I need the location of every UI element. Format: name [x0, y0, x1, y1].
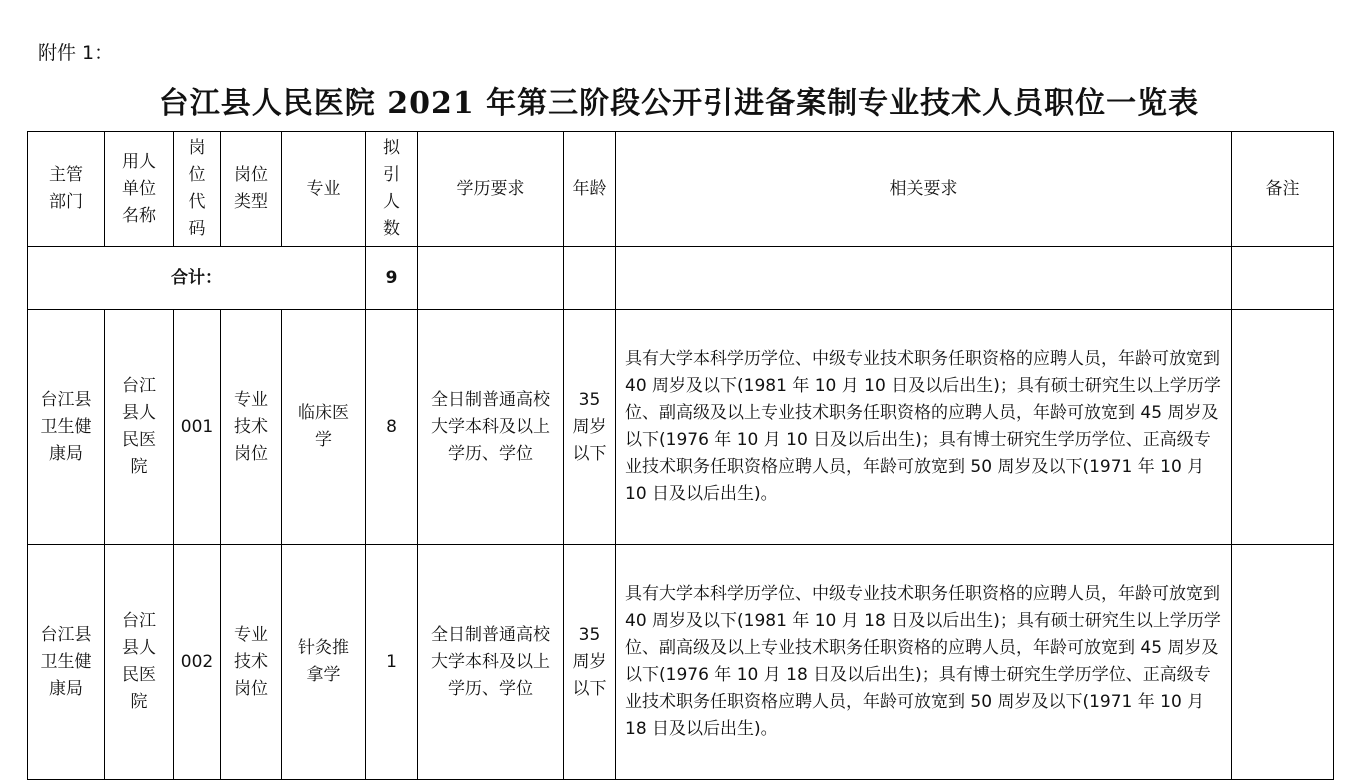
cell-major: 临床医学 — [282, 310, 366, 545]
total-empty-remarks — [1232, 247, 1334, 310]
cell-dept: 台江县卫生健康局 — [28, 545, 105, 780]
attachment-label: 附件 1： — [38, 42, 114, 64]
header-dept: 主管部门 — [28, 132, 105, 247]
cell-code: 001 — [174, 310, 221, 545]
header-unit: 用人单位名称 — [105, 132, 174, 247]
cell-requirements: 具有大学本科学历学位、中级专业技术职务任职资格的应聘人员，年龄可放宽到 40 周岁及以下(1981 年 10 月 18 日及以后出生)；具有硕士研究生以上学历学位、副高级及以上专业技术职务任职资格的应聘人员，年龄可放宽到 45 周岁及以下(1976 年 10 月 18 日及以后出生)；具有博士研究生学历学位、正高级专业技术职务任职资格应聘人员，年龄可放宽到 50 周岁及以下(1971 年 10 月 18 日及以后出生)。 — [616, 545, 1232, 780]
page-title: 台江县人民医院 2021 年第三阶段公开引进备案制专业技术人员职位一览表 — [158, 86, 1200, 121]
cell-major: 针灸推拿学 — [282, 545, 366, 780]
cell-count: 1 — [366, 545, 418, 780]
total-label: 合计： — [28, 247, 366, 310]
header-education: 学历要求 — [418, 132, 564, 247]
total-row — [28, 247, 1334, 310]
header-remarks: 备注 — [1232, 132, 1334, 247]
header-type: 岗位类型 — [221, 132, 282, 247]
header-major: 专业 — [282, 132, 366, 247]
cell-age: 35周岁以下 — [564, 310, 616, 545]
cell-unit: 台江县人民医院 — [105, 310, 174, 545]
cell-type: 专业技术岗位 — [221, 545, 282, 780]
cell-code: 002 — [174, 545, 221, 780]
cell-remarks — [1232, 545, 1334, 780]
cell-count: 8 — [366, 310, 418, 545]
table-row — [28, 310, 1334, 545]
table-row — [28, 545, 1334, 780]
cell-unit: 台江县人民医院 — [105, 545, 174, 780]
header-count: 拟引人数 — [366, 132, 418, 247]
cell-education: 全日制普通高校大学本科及以上学历、学位 — [418, 545, 564, 780]
total-empty-age — [564, 247, 616, 310]
cell-education: 全日制普通高校大学本科及以上学历、学位 — [418, 310, 564, 545]
total-empty-education — [418, 247, 564, 310]
header-requirements: 相关要求 — [616, 132, 1232, 247]
table-header-row — [28, 132, 1334, 247]
cell-requirements: 具有大学本科学历学位、中级专业技术职务任职资格的应聘人员，年龄可放宽到 40 周岁及以下(1981 年 10 月 10 日及以后出生)；具有硕士研究生以上学历学位、副高级及以上专业技术职务任职资格的应聘人员，年龄可放宽到 45 周岁及以下(1976 年 10 月 10 日及以后出生)；具有博士研究生学历学位、正高级专业技术职务任职资格应聘人员，年龄可放宽到 50 周岁及以下(1971 年 10 月 10 日及以后出生)。 — [616, 310, 1232, 545]
cell-dept: 台江县卫生健康局 — [28, 310, 105, 545]
header-age: 年龄 — [564, 132, 616, 247]
header-code: 岗位代码 — [174, 132, 221, 247]
cell-remarks — [1232, 310, 1334, 545]
cell-age: 35周岁以下 — [564, 545, 616, 780]
positions-table — [27, 131, 1334, 780]
total-count: 9 — [366, 247, 418, 310]
cell-type: 专业技术岗位 — [221, 310, 282, 545]
total-empty-requirements — [616, 247, 1232, 310]
